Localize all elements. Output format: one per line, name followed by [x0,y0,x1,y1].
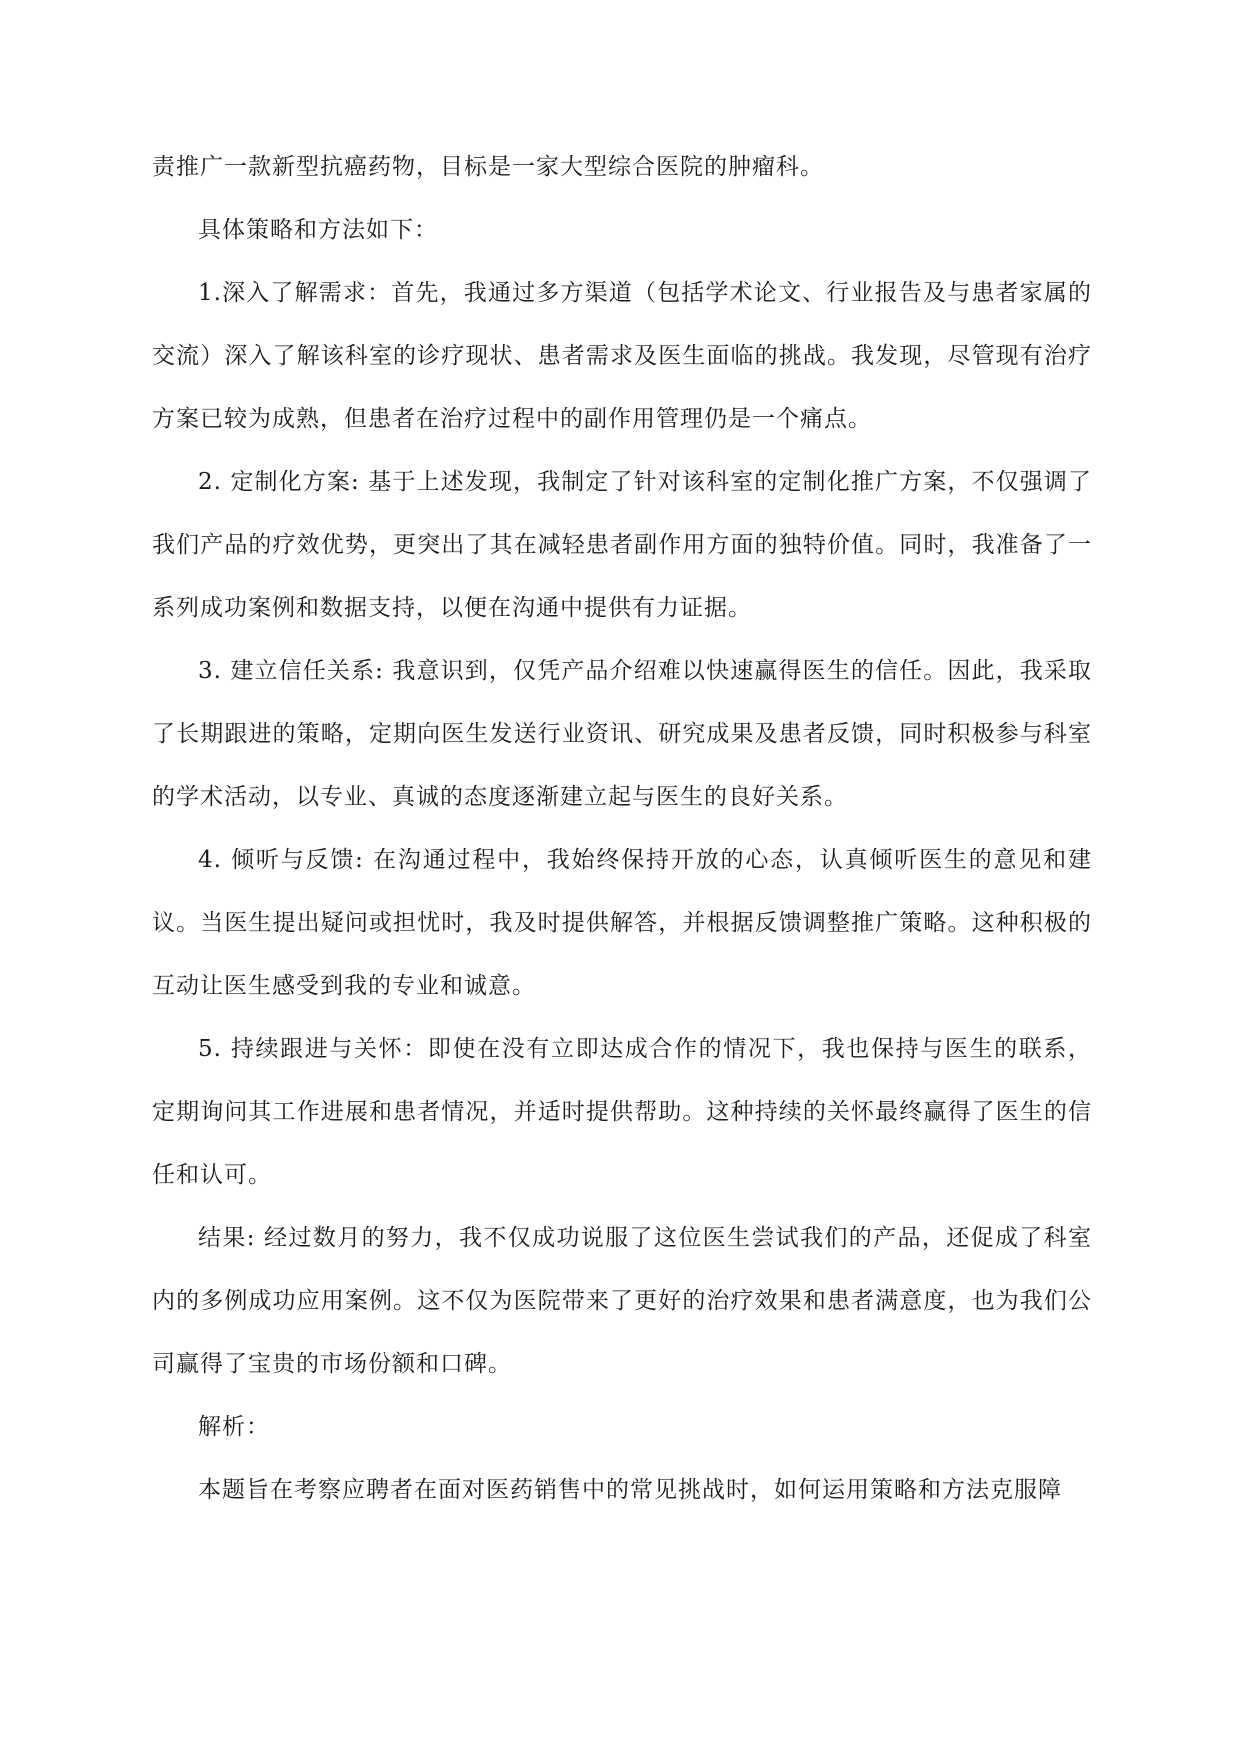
paragraph-strategy-heading: 具体策略和方法如下： [198,217,438,243]
paragraph-analysis-heading: 解析： [198,1414,270,1440]
paragraph-intro-continuation: 责推广一款新型抗癌药物，目标是一家大型综合医院的肿瘤科。 [152,154,824,180]
paragraph-point-2: 2. 定制化方案: 基于上述发现，我制定了针对该科室的定制化推广方案，不仅强调了我们产品的疗效优势，更突出了其在减轻患者副作用方面的独特价值。同时，我准备了一系列成功案例和数据支持，以便在沟通中提供有力证据。 [152,469,1092,621]
paragraph-point-5: 5. 持续跟进与关怀：即使在没有立即达成合作的情况下，我也保持与医生的联系，定期询问其工作进展和患者情况，并适时提供帮助。这种持续的关怀最终赢得了医生的信任和认可。 [152,1036,1092,1188]
paragraph-point-4: 4. 倾听与反馈: 在沟通过程中，我始终保持开放的心态，认真倾听医生的意见和建议。当医生提出疑问或担忧时，我及时提供解答，并根据反馈调整推广策略。这种积极的互动让医生感受到我的专业和诚意。 [152,847,1092,999]
paragraph-result: 结果: 经过数月的努力，我不仅成功说服了这位医生尝试我们的产品，还促成了科室内的多例成功应用案例。这不仅为医院带来了更好的治疗效果和患者满意度，也为我们公司赢得了宝贵的市场份额和口碑。 [152,1225,1092,1377]
document-body [152,136,1092,1522]
paragraph-point-3: 3. 建立信任关系: 我意识到，仅凭产品介绍难以快速赢得医生的信任。因此，我采取了长期跟进的策略，定期向医生发送行业资讯、研究成果及患者反馈，同时积极参与科室的学术活动，以专业、真诚的态度逐渐建立起与医生的良好关系。 [152,658,1092,810]
paragraph-analysis: 本题旨在考察应聘者在面对医药销售中的常见挑战时，如何运用策略和方法克服障 [198,1477,1062,1503]
paragraph-point-1: 1.深入了解需求：首先，我通过多方渠道（包括学术论文、行业报告及与患者家属的交流）深入了解该科室的诊疗现状、患者需求及医生面临的挑战。我发现，尽管现有治疗方案已较为成熟，但患者在治疗过程中的副作用管理仍是一个痛点。 [152,280,1092,432]
